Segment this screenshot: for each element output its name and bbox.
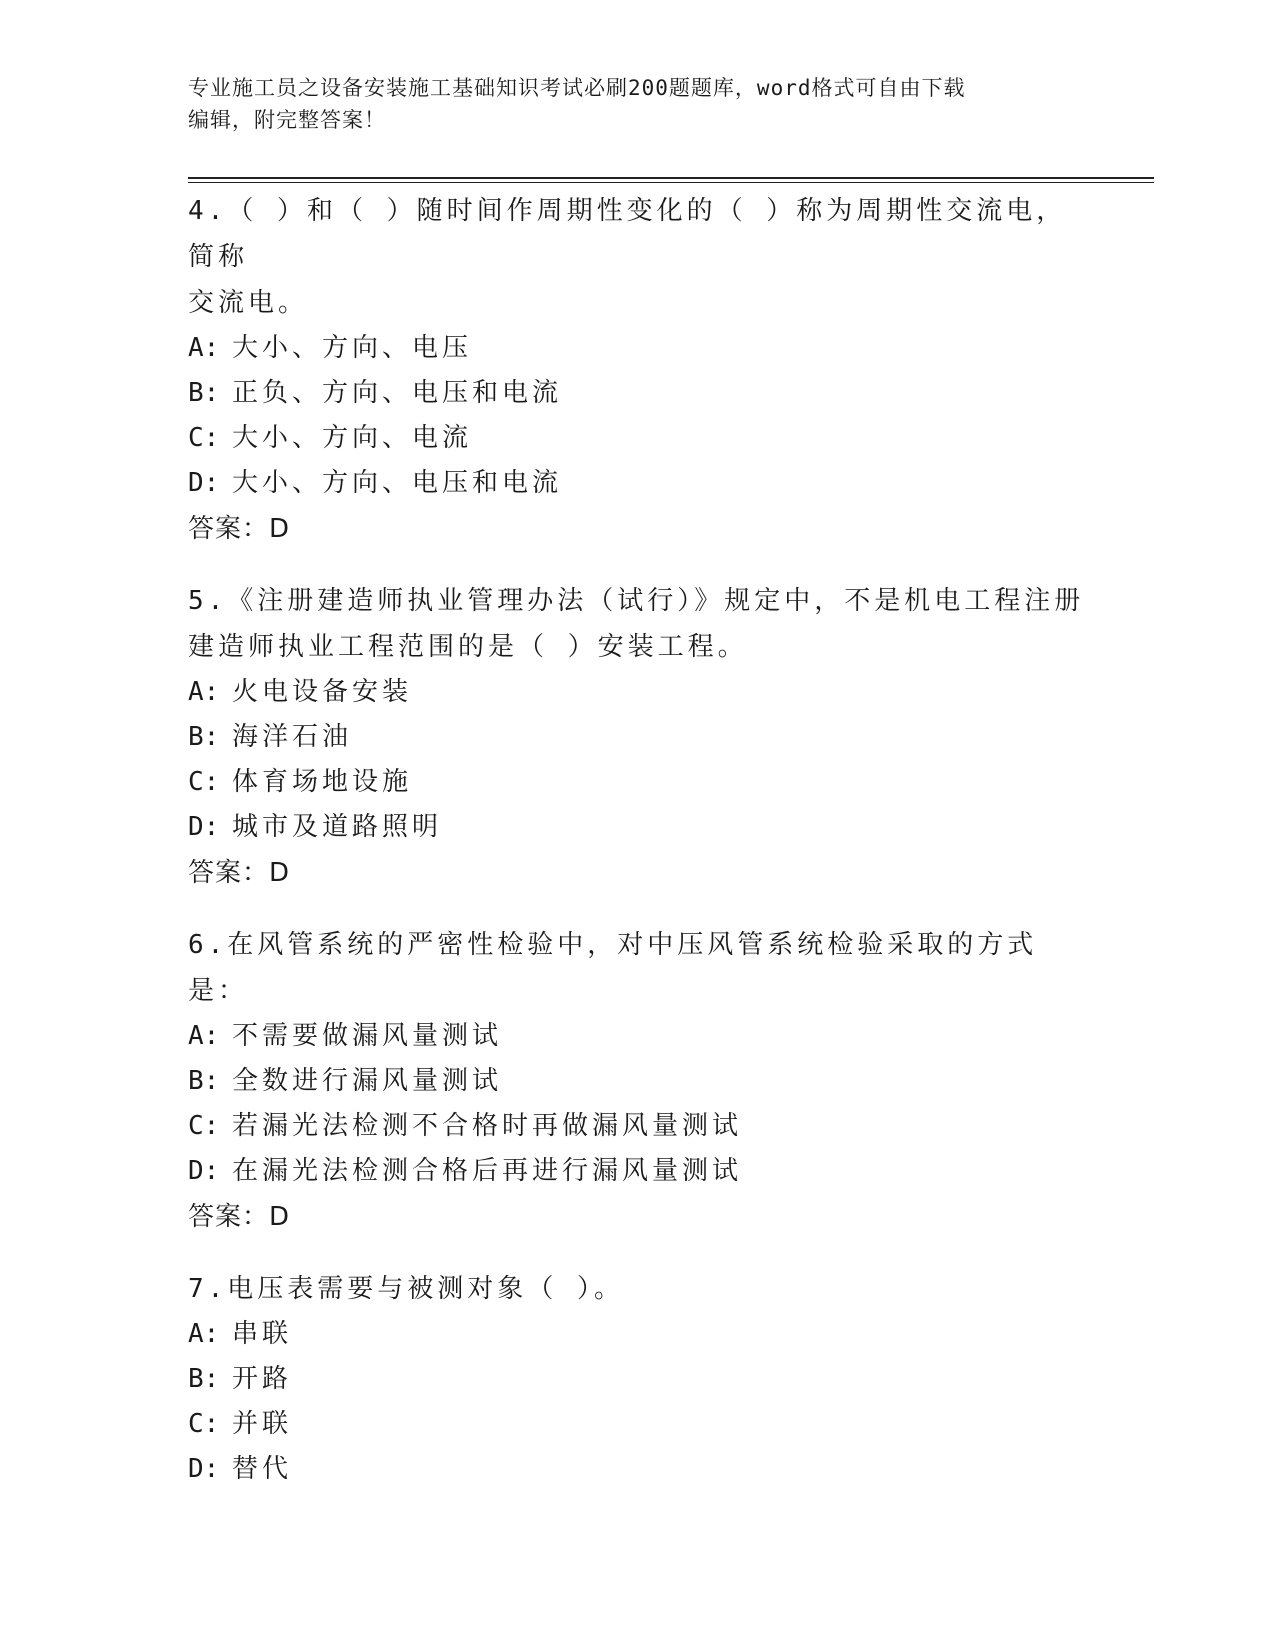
option-letter: C: [188,423,220,453]
question-stem-line: 建造师执业工程范围的是（ ）安装工程。 [188,632,748,662]
option-text: 大小、方向、电压和电流 [232,468,563,498]
option-letter: B: [188,722,220,752]
question-5 [188,578,1088,896]
option-text: 大小、方向、电流 [232,423,473,453]
option-letter: A: [188,677,220,707]
question-stem-line: 4.（ ）和（ ）随时间作周期性变化的（ ）称为周期性交流电，简称 [188,196,1067,272]
option-text: 大小、方向、电压 [232,333,473,363]
option-letter: C: [188,1409,220,1439]
header-line-1: 专业施工员之设备安装施工基础知识考试必刷200题题库，word格式可自由下载 [188,76,966,100]
question-stem-line: 7.电压表需要与被测对象（ ）。 [188,1274,624,1304]
question-stem [188,188,1088,326]
option-c [188,1104,1088,1149]
option-letter: B: [188,378,220,408]
question-4 [188,188,1088,552]
question-list [188,188,1088,1518]
option-letter: D: [188,468,220,498]
question-stem-line: 5.《注册建造师执业管理办法（试行）》规定中，不是机电工程注册 [188,586,1085,616]
document-header [188,72,1088,136]
option-letter: A: [188,1319,220,1349]
header-divider-thin [188,182,1154,183]
option-letter: C: [188,1111,220,1141]
option-letter: B: [188,1364,220,1394]
question-stem [188,1266,1088,1312]
option-d [188,461,1088,506]
option-c [188,416,1088,461]
option-text: 海洋石油 [232,722,353,752]
option-c [188,760,1088,805]
header-divider-thick [188,177,1154,179]
option-b [188,1357,1088,1402]
option-text: 并联 [232,1409,293,1439]
option-letter: A: [188,333,220,363]
option-text: 火电设备安装 [232,677,413,707]
question-7 [188,1266,1088,1492]
question-stem-line: 交流电。 [188,288,309,318]
answer-line: 答案：D [188,858,291,888]
option-a [188,1014,1088,1059]
question-stem [188,578,1088,670]
option-a [188,326,1088,371]
option-d [188,1447,1088,1492]
answer-line: 答案：D [188,514,291,544]
question-stem [188,922,1088,1014]
option-letter: D: [188,1156,220,1186]
header-line-2: 编辑，附完整答案！ [188,108,386,132]
option-a [188,670,1088,715]
option-b [188,371,1088,416]
option-c [188,1402,1088,1447]
option-text: 城市及道路照明 [232,812,443,842]
option-d [188,805,1088,850]
option-letter: A: [188,1021,220,1051]
option-text: 正负、方向、电压和电流 [232,378,563,408]
option-letter: C: [188,767,220,797]
option-letter: D: [188,812,220,842]
option-b [188,715,1088,760]
option-letter: D: [188,1454,220,1484]
question-6 [188,922,1088,1240]
question-stem-line: 6.在风管系统的严密性检验中，对中压风管系统检验采取的方式是： [188,930,1038,1006]
answer-line: 答案：D [188,1202,291,1232]
option-text: 不需要做漏风量测试 [232,1021,503,1051]
option-text: 在漏光法检测合格后再进行漏风量测试 [232,1156,743,1186]
option-text: 替代 [232,1454,293,1484]
option-text: 体育场地设施 [232,767,413,797]
option-d [188,1149,1088,1194]
option-text: 串联 [232,1319,293,1349]
option-text: 若漏光法检测不合格时再做漏风量测试 [232,1111,743,1141]
option-text: 全数进行漏风量测试 [232,1066,503,1096]
option-a [188,1312,1088,1357]
option-b [188,1059,1088,1104]
option-letter: B: [188,1066,220,1096]
option-text: 开路 [232,1364,293,1394]
